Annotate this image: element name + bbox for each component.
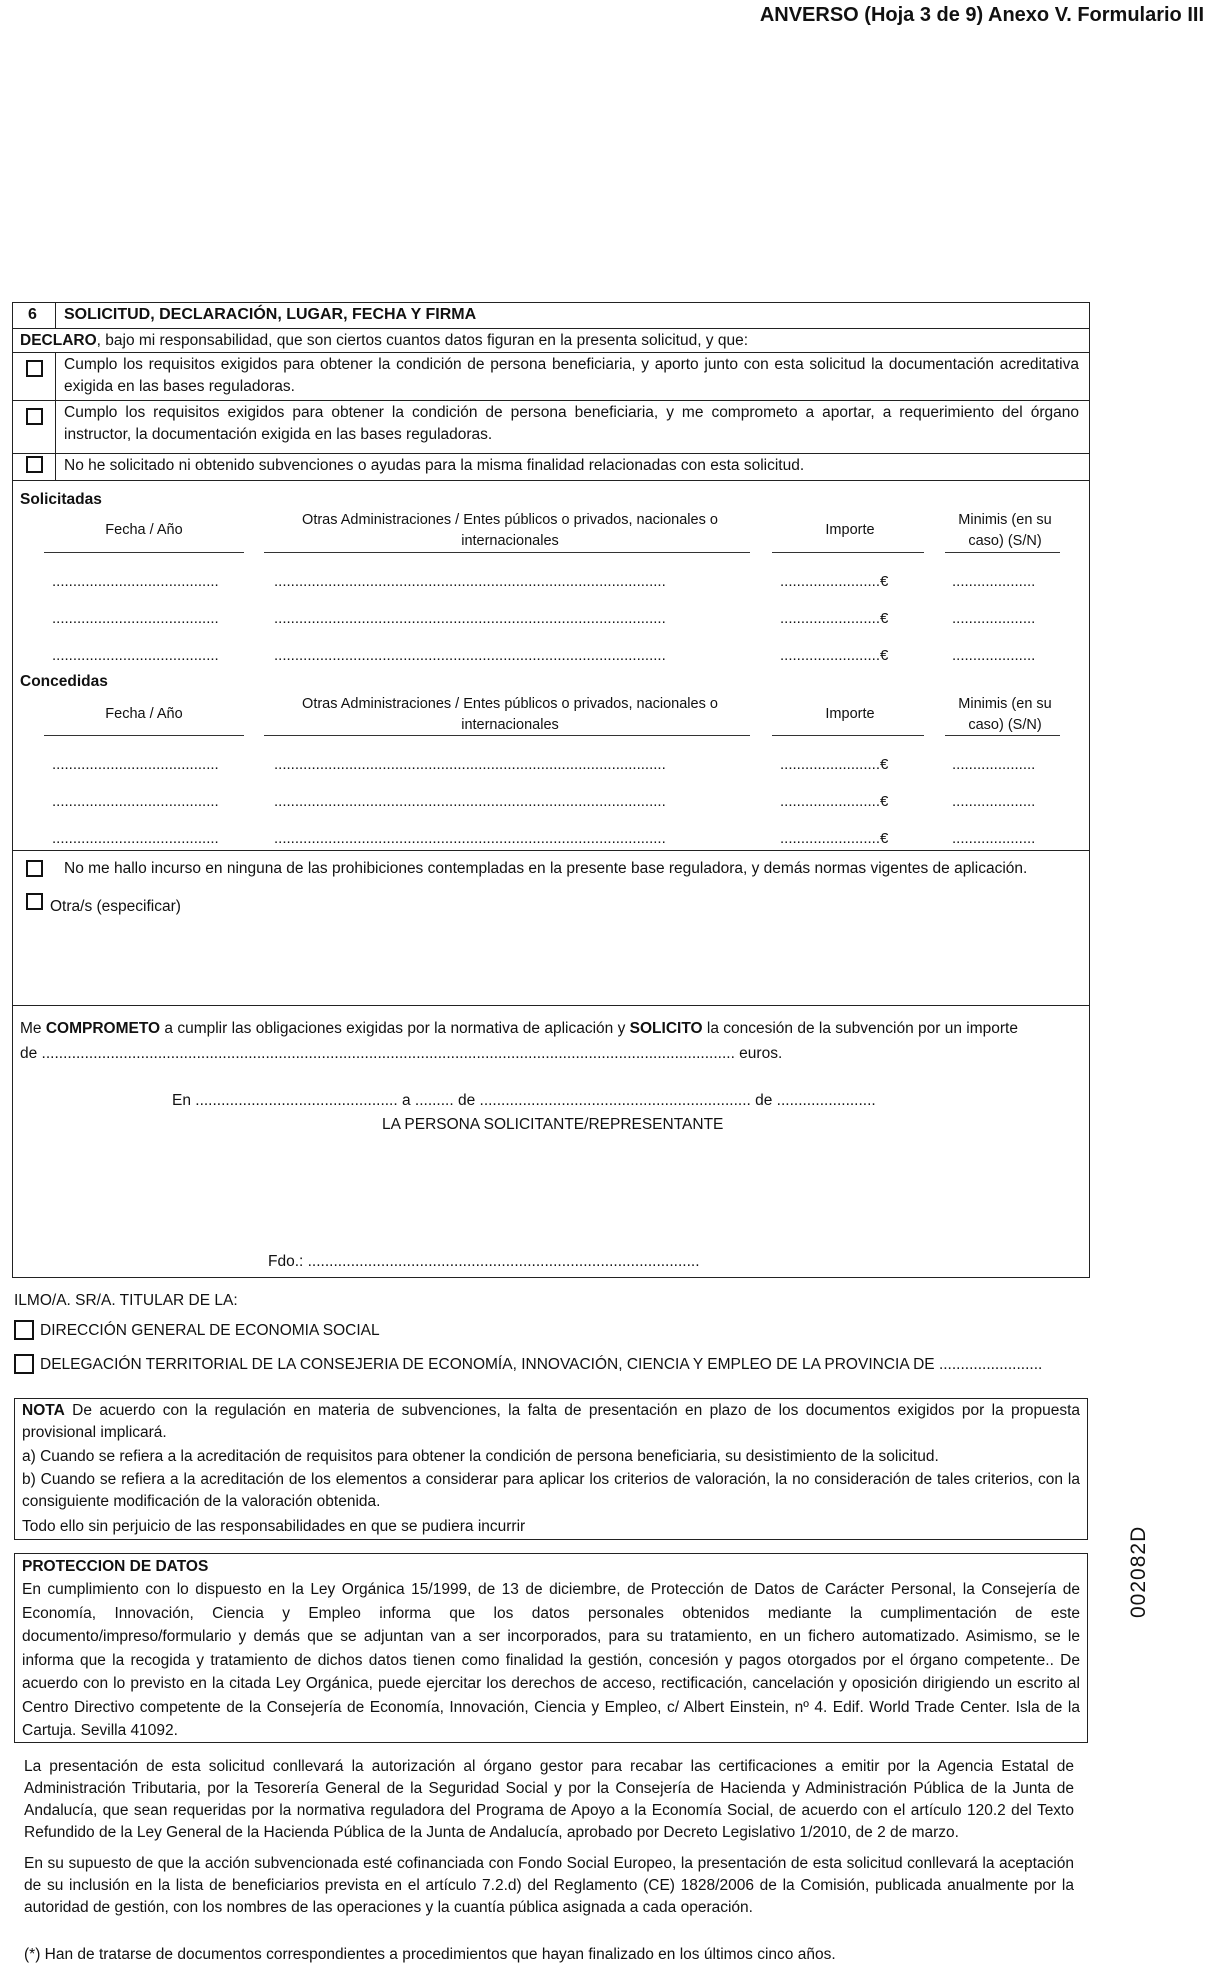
sol-row2-fecha[interactable]: ........................................ — [52, 610, 219, 627]
sol-col-importe: Importe — [825, 522, 875, 538]
option3-checkbox[interactable] — [26, 456, 43, 473]
nota-a: a) Cuando se refiera a la acreditación de requisitos para obtener la condición de persona beneficiaria, su desistimiento de la solicitud. — [22, 1448, 939, 1465]
con-row1-otras[interactable]: .............................................................................................. — [274, 756, 666, 773]
proteccion-title: PROTECCION DE DATOS — [22, 1558, 209, 1575]
autorizacion-text: La presentación de esta solicitud conllevará la autorización al órgano gestor para recabar las certificaciones a emitir por la Agencia Estatal de Administración Tributaria, por la Tesorería General de la Seguridad Social y por la Consejería de Hacienda y Administración Pública de la Junta de Andalucía, que sean requeridas por la normativa reguladora del Programa de Apoyo a la Economía Social, de acuerdo con el artículo 120.2 del Texto Refundido de la Ley General de la Hacienda Pública de la Junta de Andalucía, aprobado por Decreto Legislativo 1/2010, de 2 de marzo. — [24, 1758, 1074, 1841]
con-row1-importe[interactable]: ........................€ — [780, 756, 889, 773]
firmante-label: LA PERSONA SOLICITANTE/REPRESENTANTE — [382, 1116, 724, 1133]
con-col-importe: Importe — [825, 706, 875, 722]
con-row2-importe[interactable]: ........................€ — [780, 793, 889, 810]
sol-row2-importe[interactable]: ........................€ — [780, 610, 889, 627]
option2-checkbox[interactable] — [26, 408, 43, 425]
fdo-line[interactable]: Fdo.: ........................................................................................... — [268, 1253, 700, 1270]
sol-col-otras: Otras Administraciones / Entes públicos o privados, nacionales o internacionales — [302, 512, 718, 549]
con-row3-minimis[interactable]: .................... — [952, 830, 1036, 847]
sol-col-fecha: Fecha / Año — [105, 522, 183, 538]
option3-text: No he solicitado ni obtenido subvenciones o ayudas para la misma finalidad relacionadas con esta solicitud. — [64, 457, 805, 474]
otras-especificar-area[interactable] — [20, 922, 1080, 1002]
form-header: ANVERSO (Hoja 3 de 9) Anexo V. Formulario III — [759, 4, 1204, 26]
con-row2-minimis[interactable]: .................... — [952, 793, 1036, 810]
form-code: 002082D — [1127, 1525, 1150, 1618]
sol-row3-otras[interactable]: .............................................................................................. — [274, 647, 666, 664]
con-row2-otras[interactable]: .............................................................................................. — [274, 793, 666, 810]
option1-text: Cumplo los requisitos exigidos para obtener la condición de persona beneficiaria, y aporto junto con esta solicitud la documentación acreditativa exigida en las bases reguladoras. — [64, 356, 1079, 395]
section-number: 6 — [28, 306, 37, 323]
sol-row3-minimis[interactable]: .................... — [952, 647, 1036, 664]
con-row3-importe[interactable]: ........................€ — [780, 830, 889, 847]
solicitadas-title: Solicitadas — [20, 491, 102, 508]
destinatario-delegacion-text: DELEGACIÓN TERRITORIAL DE LA CONSEJERIA DE ECONOMÍA, INNOVACIÓN, CIENCIA Y EMPLEO DE LA PROVINCIA DE ........................ — [40, 1356, 1043, 1373]
con-row1-minimis[interactable]: .................... — [952, 756, 1036, 773]
con-row3-fecha[interactable]: ........................................ — [52, 830, 219, 847]
con-col-fecha: Fecha / Año — [105, 706, 183, 722]
lugar-fecha[interactable]: En ............................................... a ......... de ............................................................... de ....................... — [172, 1092, 876, 1109]
nota-b: b) Cuando se refiera a la acreditación de los elementos a considerar para aplicar los criterios de valoración, la no consideración de tales criterios, con la consiguiente modificación de la valoración obtenida. — [22, 1471, 1080, 1510]
signature-area[interactable] — [172, 1140, 932, 1240]
nota-c: Todo ello sin perjuicio de las responsabilidades en que se pudiera incurrir — [22, 1518, 526, 1535]
sol-row1-otras[interactable]: .............................................................................................. — [274, 573, 666, 590]
sol-col-minimis: Minimis (en su caso) (S/N) — [958, 512, 1052, 549]
option5-checkbox[interactable] — [26, 893, 43, 910]
compromiso-line1: Me COMPROMETO a cumplir las obligaciones exigidas por la normativa de aplicación y SOLICITO la concesión de la subvención por un importe — [20, 1020, 1018, 1037]
concedidas-title: Concedidas — [20, 673, 108, 690]
con-col-minimis: Minimis (en su caso) (S/N) — [958, 696, 1052, 733]
option4-text: No me hallo incurso en ninguna de las prohibiciones contempladas en la presente base reguladora, y demás normas vigentes de aplicación. — [64, 860, 1028, 877]
declaro-text: DECLARO, bajo mi responsabilidad, que son ciertos cuantos datos figuran en la presenta solicitud, y que: — [20, 332, 749, 349]
sol-row3-importe[interactable]: ........................€ — [780, 647, 889, 664]
sol-row1-importe[interactable]: ........................€ — [780, 573, 889, 590]
sol-row1-minimis[interactable]: .................... — [952, 573, 1036, 590]
compromiso-line2[interactable]: de ................................................................................................................................................................. euros. — [20, 1045, 783, 1062]
destinatario-delegacion-checkbox[interactable] — [14, 1354, 34, 1374]
sol-row1-fecha[interactable]: ........................................ — [52, 573, 219, 590]
option5-text: Otra/s (especificar) — [50, 898, 181, 915]
con-row1-fecha[interactable]: ........................................ — [52, 756, 219, 773]
con-row3-otras[interactable]: .............................................................................................. — [274, 830, 666, 847]
destinatario-dg-checkbox[interactable] — [14, 1320, 34, 1340]
option1-checkbox[interactable] — [26, 360, 43, 377]
option2-text: Cumplo los requisitos exigidos para obtener la condición de persona beneficiaria, y me comprometo a aportar, a requerimiento del órgano instructor, la documentación exigida en las bases reguladoras. — [64, 404, 1079, 443]
sol-row3-fecha[interactable]: ........................................ — [52, 647, 219, 664]
nota-text: NOTA De acuerdo con la regulación en materia de subvenciones, la falta de presentación en plazo de los documentos exigidos por la propuesta provisional implicará. — [22, 1402, 1080, 1441]
con-col-otras: Otras Administraciones / Entes públicos o privados, nacionales o internacionales — [302, 696, 718, 733]
sol-row2-minimis[interactable]: .................... — [952, 610, 1036, 627]
section-title: SOLICITUD, DECLARACIÓN, LUGAR, FECHA Y FIRMA — [64, 306, 477, 323]
fse-text: En su supuesto de que la acción subvencionada esté cofinanciada con Fondo Social Europeo, la presentación de esta solicitud conllevará la aceptación de su inclusión en la lista de beneficiarios prevista en el artículo 7.2.d) del Reglamento (CE) 1828/2006 de la Comisión, publicada anualmente por la autoridad de gestión, con los nombres de las operaciones y la cuantía pública asignada a cada operación. — [24, 1855, 1074, 1916]
sol-row2-otras[interactable]: .............................................................................................. — [274, 610, 666, 627]
con-row2-fecha[interactable]: ........................................ — [52, 793, 219, 810]
titular-label: ILMO/A. SR/A. TITULAR DE LA: — [14, 1292, 238, 1309]
footnote: (*) Han de tratarse de documentos correspondientes a procedimientos que hayan finalizado en los últimos cinco años. — [24, 1946, 836, 1963]
option4-checkbox[interactable] — [26, 860, 43, 877]
proteccion-text: En cumplimiento con lo dispuesto en la Ley Orgánica 15/1999, de 13 de diciembre, de Protección de Datos de Carácter Personal, la Consejería de Economía, Innovación, Ciencia y Empleo informa que los datos personales obtenidos mediante la cumplimentación de este documento/impreso/formulario y demás que se adjuntan van a ser incorporados, para su tratamiento, en un fichero automatizado. Asimismo, se le informa que la recogida y tratamiento de dichos datos tienen como finalidad la gestión, concesión y pagos otorgados por el órgano competente.. De acuerdo con lo previsto en la citada Ley Orgánica, puede ejercitar los derechos de acceso, rectificación, cancelación y oposición dirigiendo un escrito al Centro Directivo competente de la Consejería de Economía, Innovación, Ciencia y Empleo, c/ Albert Einstein, nº 4. Edif. World Trade Center. Isla de la Cartuja. Sevilla 41092. — [22, 1581, 1080, 1739]
destinatario-dg-text: DIRECCIÓN GENERAL DE ECONOMIA SOCIAL — [40, 1322, 380, 1339]
